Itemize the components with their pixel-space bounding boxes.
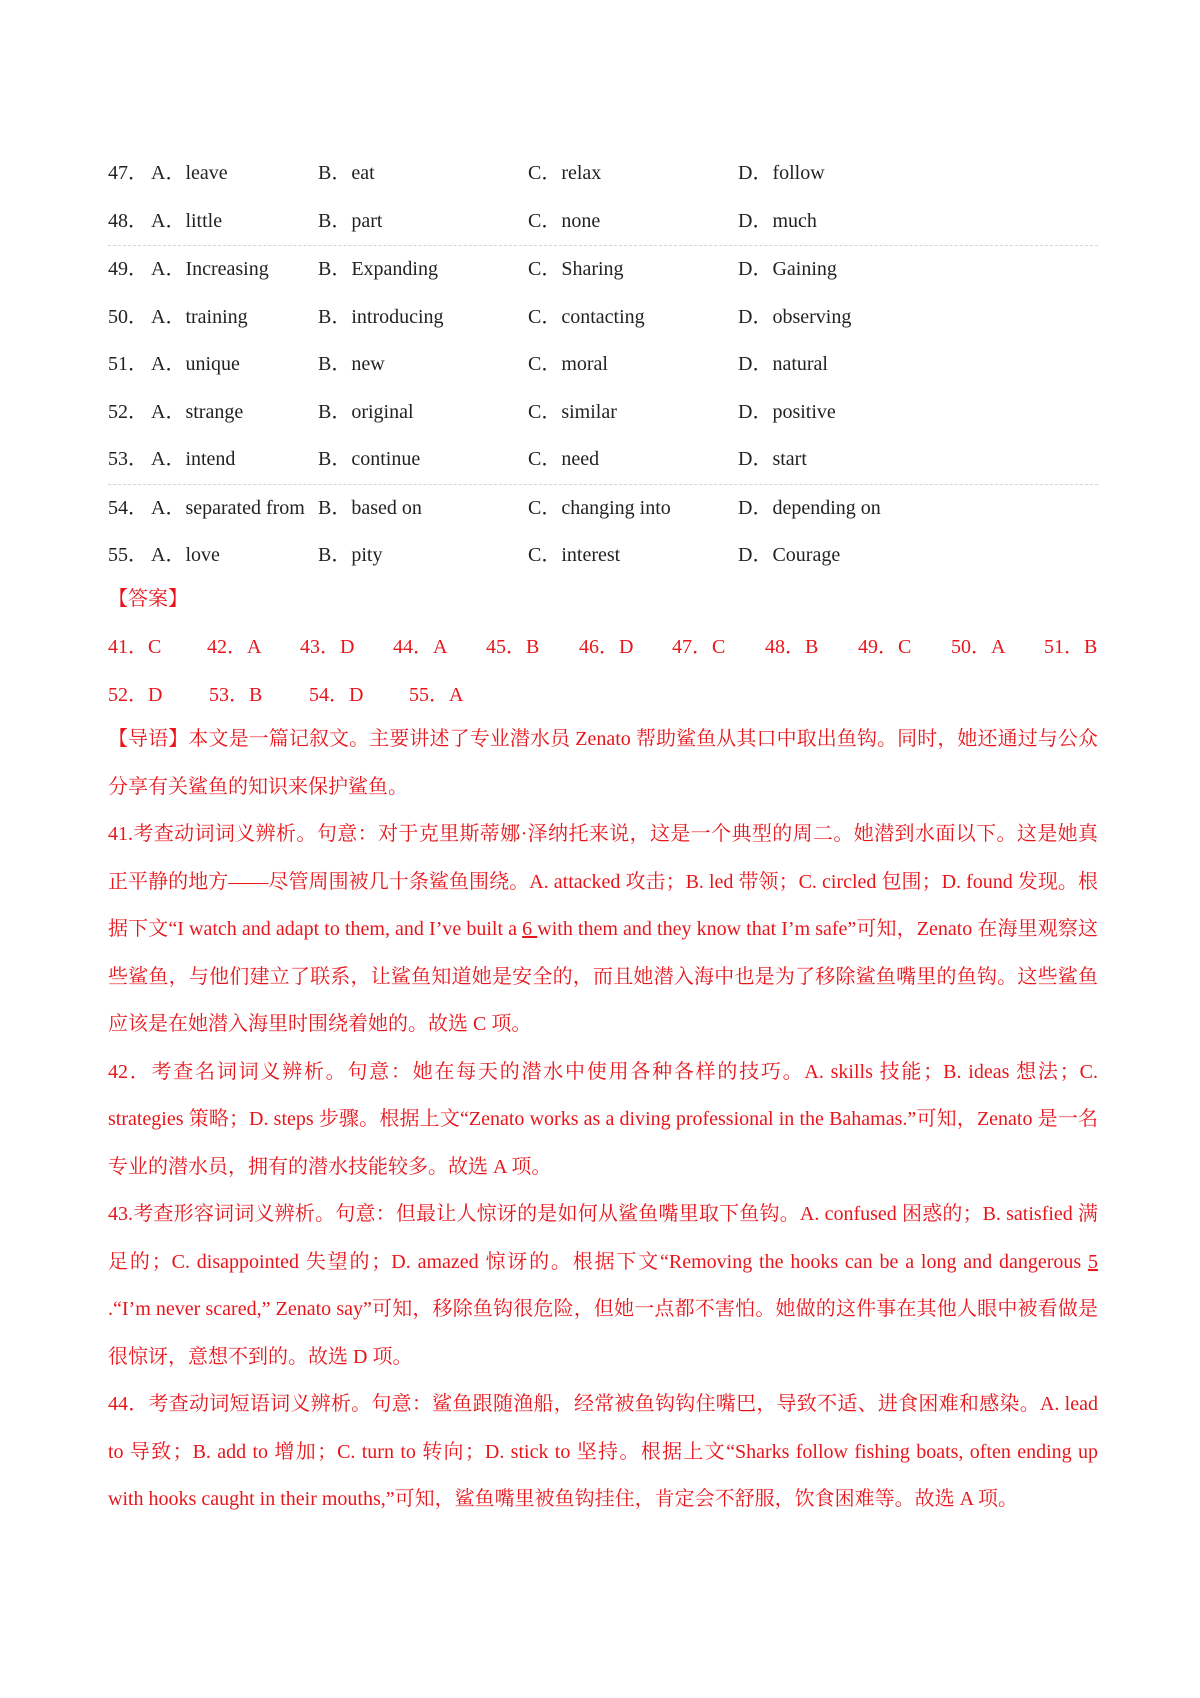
option-a: A．training — [151, 305, 248, 328]
option-row-47 — [108, 150, 1098, 198]
option-row-52 — [108, 389, 1098, 437]
option-a: A．Increasing — [151, 258, 269, 280]
answer-key-row-1 — [108, 630, 1097, 659]
option-row-54 — [108, 485, 1098, 533]
option-a: A．intend — [151, 448, 236, 470]
answer-49: 49．C — [858, 636, 912, 658]
question-number: 53． — [108, 448, 148, 470]
answer-47: 47．C — [672, 636, 726, 658]
option-b: B．eat — [318, 162, 375, 184]
option-b: B．based on — [318, 496, 422, 519]
option-c: C．similar — [528, 400, 617, 423]
option-c: C．relax — [528, 162, 602, 184]
question-number: 47． — [108, 162, 148, 184]
option-b: B．continue — [318, 448, 421, 470]
option-row-55 — [108, 532, 1098, 580]
q43-text-part2: .“I’m never scared,” Zenato say”可知，移除鱼钩很危险，但她一点都不害怕。她做的这件事在其他人眼中被看做是很惊讶，意想不到的。故选 D 项。 — [108, 1298, 1098, 1368]
option-row-49 — [108, 246, 1098, 294]
option-d: D．start — [738, 448, 807, 470]
intro-paragraph: 【导语】本文是一篇记叙文。主要讲述了专业潜水员 Zenato 帮助鲨鱼从其口中取出鱼钩。同时，她还通过与公众分享有关鲨鱼的知识来保护鲨鱼。 — [108, 728, 1098, 798]
option-row-48 — [108, 198, 1098, 247]
q41-blank: 6 — [522, 918, 538, 940]
question-number: 50． — [108, 305, 148, 328]
option-b: B．original — [318, 400, 414, 423]
answer-52: 52．D — [108, 684, 163, 706]
option-c: C．moral — [528, 353, 608, 375]
option-row-50 — [108, 294, 1098, 342]
answer-46: 46．D — [579, 636, 634, 658]
answer-50: 50．A — [951, 636, 1006, 658]
explanation-block — [108, 716, 1098, 1524]
option-c: C．Sharing — [528, 258, 624, 280]
option-b: B．new — [318, 353, 385, 375]
option-b: B．introducing — [318, 305, 444, 328]
answer-45: 45．B — [486, 636, 540, 658]
answer-heading: 【答案】 — [108, 588, 188, 610]
option-b: B．pity — [318, 544, 383, 566]
q41-explanation — [108, 811, 1098, 1049]
option-d: D．follow — [738, 162, 825, 184]
option-row-53 — [108, 436, 1098, 485]
option-d: D．positive — [738, 400, 836, 423]
answer-54: 54．D — [309, 684, 364, 706]
option-d: D．depending on — [738, 496, 881, 519]
answer-48: 48．B — [765, 636, 819, 658]
option-d: D．natural — [738, 353, 828, 375]
option-d: D．much — [738, 209, 817, 232]
option-d: D．Gaining — [738, 258, 837, 280]
option-c: C．need — [528, 448, 600, 470]
option-c: C．none — [528, 209, 601, 232]
question-number: 49． — [108, 258, 148, 280]
answer-51: 51．B — [1044, 636, 1098, 658]
option-d: D．observing — [738, 305, 852, 328]
answer-43: 43．D — [300, 636, 355, 658]
q43-text-part1: 43.考查形容词词义辨析。句意：但最让人惊讶的是如何从鲨鱼嘴里取下鱼钩。A. confused 困惑的；B. satisfied 满足的；C. disappointed 失望的；D. amazed 惊讶的。根据下文“Removing the hooks can be a long and dangerous — [108, 1203, 1098, 1273]
option-a: A．leave — [151, 162, 228, 184]
answer-key-row-2 — [108, 678, 463, 707]
q43-blank: 5 — [1088, 1250, 1098, 1273]
option-a: A．separated from — [151, 496, 305, 519]
option-a: A．little — [151, 209, 223, 232]
option-d: D．Courage — [738, 544, 841, 566]
option-c: C．contacting — [528, 305, 645, 328]
answer-55: 55．A — [409, 684, 464, 706]
answer-44: 44．A — [393, 636, 448, 658]
option-c: C．interest — [528, 544, 621, 566]
option-b: B．part — [318, 209, 383, 232]
question-number: 48． — [108, 209, 148, 232]
option-b: B．Expanding — [318, 258, 438, 280]
option-a: A．strange — [151, 400, 244, 423]
option-c: C．changing into — [528, 496, 671, 519]
answer-41: 41．C — [108, 636, 162, 658]
option-a: A．love — [151, 544, 220, 566]
option-a: A．unique — [151, 353, 240, 375]
question-number: 55． — [108, 544, 148, 566]
q43-explanation — [108, 1191, 1098, 1381]
question-number: 52． — [108, 400, 148, 423]
answer-53: 53．B — [209, 684, 263, 706]
q41-text-part2: with them and they know that I’m safe”可知，Zenato 在海里观察这些鲨鱼，与他们建立了联系，让鲨鱼知道她是安全的，而且她潜入海中也是为了移除鲨鱼嘴里的鱼钩。这些鲨鱼应该是在她潜入海里时围绕着她的。故选 C 项。 — [108, 918, 1098, 1035]
question-number: 54． — [108, 496, 148, 519]
q41-text-part1: 41.考查动词词义辨析。句意：对于克里斯蒂娜·泽纳托来说，这是一个典型的周二。她潜到水面以下。这是她真正平静的地方——尽管周围被几十条鲨鱼围绕。A. attacked 攻击；B. led 带领；C. circled 包围；D. found 发现。根据下文“I watch and adapt to them, and I’ve built a — [108, 823, 1098, 940]
question-number: 51． — [108, 353, 148, 375]
q44-explanation: 44．考查动词短语词义辨析。句意：鲨鱼跟随渔船，经常被鱼钩钩住嘴巴，导致不适、进食困难和感染。A. lead to 导致；B. add to 增加；C. turn to 转向；D. stick to 坚持。根据上文“Sharks follow fishing boats, often ending up with hooks caught in their mouths,”可知，鲨鱼嘴里被鱼钩挂住，肯定会不舒服，饮食困难等。故选 A 项。 — [108, 1393, 1098, 1510]
q42-explanation: 42．考查名词词义辨析。句意：她在每天的潜水中使用各种各样的技巧。A. skills 技能；B. ideas 想法；C. strategies 策略；D. steps 步骤。根据上文“Zenato works as a diving professional in the Bahamas.”可知，Zenato 是一名专业的潜水员，拥有的潜水技能较多。故选 A 项。 — [108, 1060, 1098, 1178]
answer-42: 42．A — [207, 636, 262, 658]
options-table — [108, 150, 1098, 580]
option-row-51 — [108, 341, 1098, 389]
